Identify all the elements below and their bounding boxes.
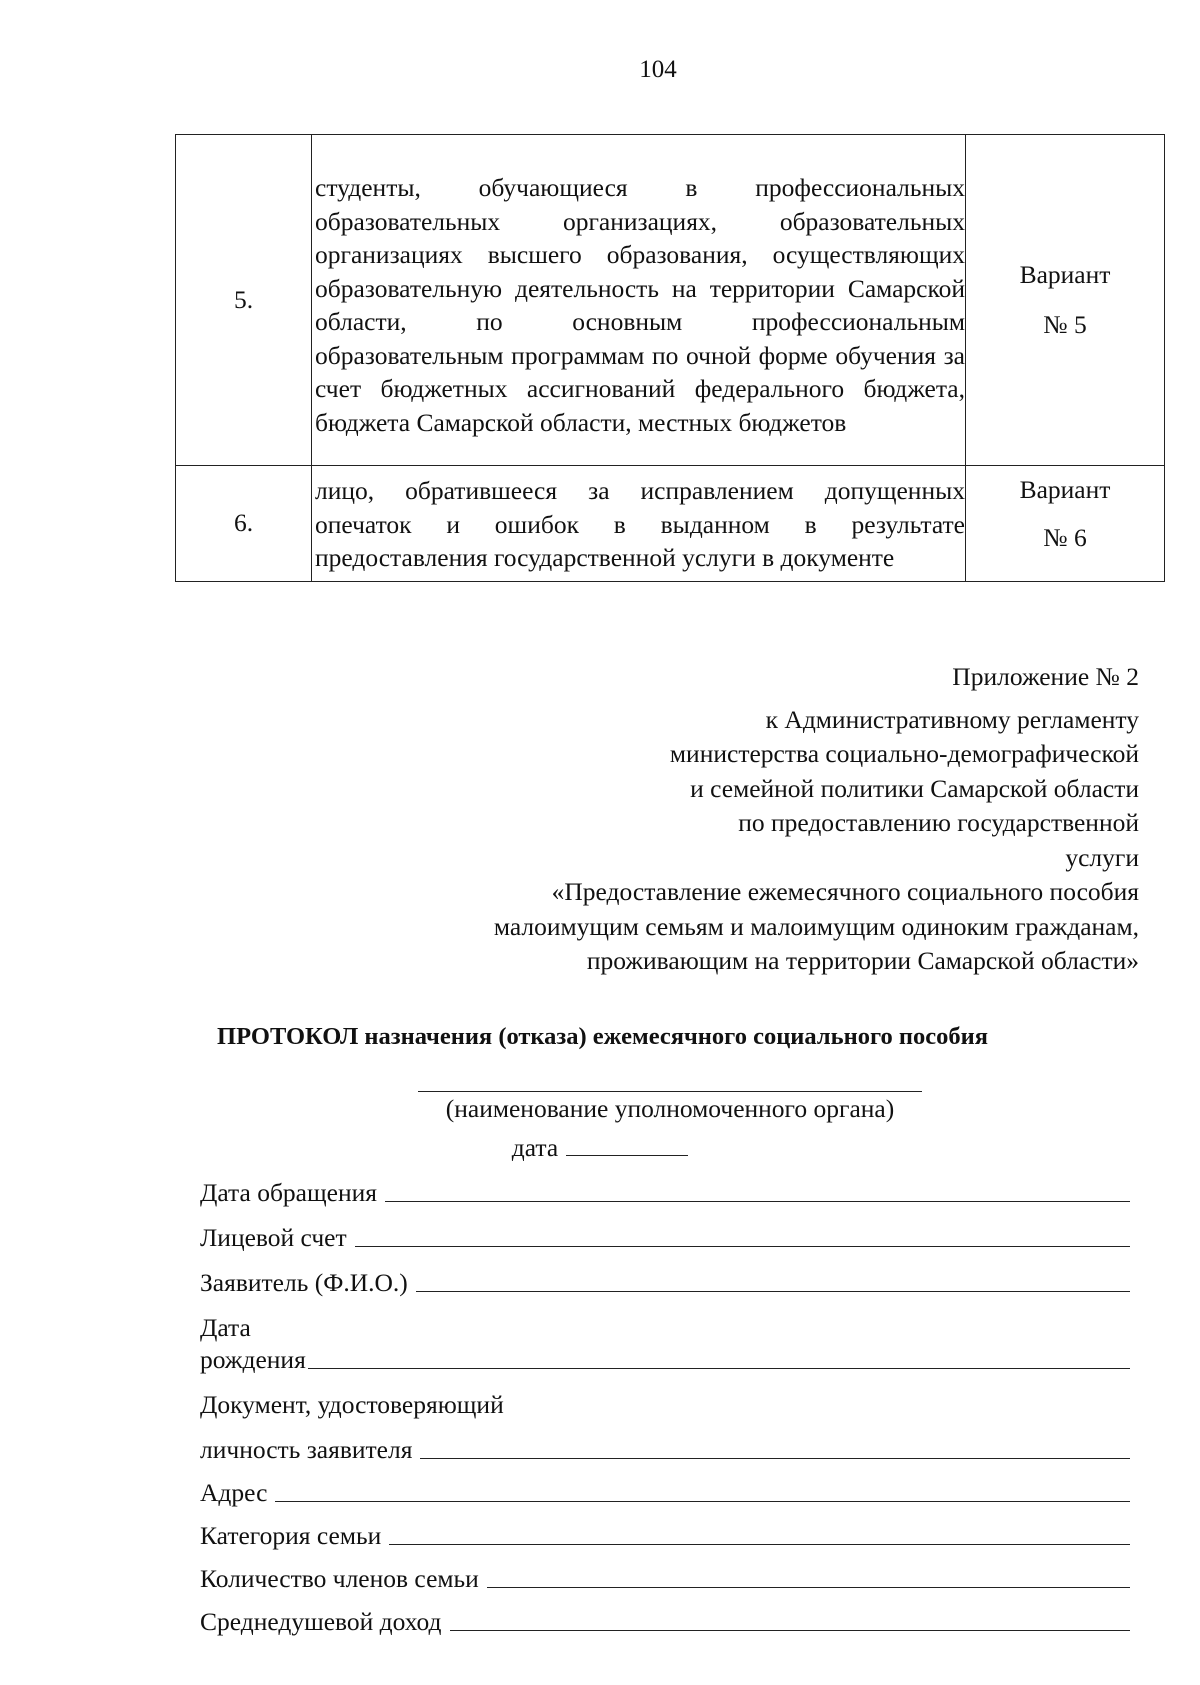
fill-line: [389, 1544, 1130, 1545]
fill-line: [487, 1587, 1130, 1588]
id-document-label-line1: Документ, удостоверяющий: [200, 1390, 504, 1419]
page-number: 104: [639, 56, 677, 83]
variant-label: Вариант: [1019, 475, 1111, 504]
date-label: дата: [511, 1133, 559, 1162]
variants-table: [175, 134, 1165, 582]
table-row: [176, 135, 1165, 466]
field-label: Среднедушевой доход: [200, 1607, 442, 1636]
protocol-title: ПРОТОКОЛ назначения (отказа) ежемесячного социального пособия: [217, 1023, 988, 1050]
appendix-line: малоимущим семьям и малоимущим одиноким гражданам,: [493, 911, 1139, 941]
field-label: рождения: [200, 1345, 306, 1374]
variant-number: № 5: [1043, 310, 1087, 339]
id-document-field: [200, 1435, 1130, 1465]
appendix-line: к Административному регламенту: [765, 704, 1139, 734]
row-variant: [966, 135, 1165, 466]
appendix-line: министерства социально-демографической: [669, 739, 1139, 768]
birth-date-field: [200, 1345, 1130, 1375]
org-name-line: [418, 1091, 922, 1092]
field-label: Количество членов семьи: [200, 1564, 479, 1593]
field-label: Заявитель (Ф.И.О.): [200, 1268, 408, 1297]
field-label: личность заявителя: [200, 1435, 413, 1464]
fill-line: [308, 1368, 1130, 1369]
row-variant: [966, 466, 1165, 582]
field-label: Адрес: [200, 1478, 268, 1507]
protocol-date: [0, 1133, 1200, 1163]
applicant-field: [200, 1268, 1130, 1298]
variant-number: № 6: [1043, 523, 1087, 552]
date-blank: [566, 1137, 688, 1156]
average-income-field: [200, 1607, 1130, 1637]
fill-line: [355, 1246, 1130, 1247]
row-number: 6.: [176, 466, 312, 582]
appendix-line: проживающим на территории Самарской области»: [586, 946, 1139, 975]
appendix-line: услуги: [1065, 842, 1139, 872]
application-date-field: [200, 1178, 1130, 1208]
fill-line: [385, 1201, 1130, 1202]
fill-line: [275, 1501, 1130, 1502]
row-number: 5.: [176, 135, 312, 466]
field-label: Дата обращения: [200, 1178, 377, 1207]
family-members-field: [200, 1564, 1130, 1594]
family-category-field: [200, 1521, 1130, 1551]
variant-label: Вариант: [1019, 260, 1111, 289]
appendix-title: Приложение № 2: [952, 662, 1139, 691]
address-field: [200, 1478, 1130, 1508]
fill-line: [416, 1291, 1130, 1292]
birth-date-label-line1: Дата: [200, 1313, 251, 1342]
appendix-line: по предоставлению государственной: [738, 808, 1139, 837]
org-name-caption: (наименование уполномоченного органа): [445, 1094, 895, 1123]
row-description: студенты, обучающиеся в профессиональных образовательных организациях, образовательных организациях высшего образования, осуществляющих образовательную деятельность на территории Самарской области, по основным профессиональным образовательным программам по очной форме обучения за счет бюджетных ассигнований федерального бюджета, бюджета Самарской области, местных бюджетов: [312, 135, 966, 466]
fill-line: [450, 1630, 1130, 1631]
field-label: Лицевой счет: [200, 1223, 347, 1252]
row-description: лицо, обратившееся за исправлением допущенных опечаток и ошибок в выданном в результате предоставления государственной услуги в документе: [312, 466, 966, 582]
appendix-line: «Предоставление ежемесячного социального пособия: [551, 877, 1139, 906]
appendix-line: и семейной политики Самарской области: [690, 773, 1139, 803]
field-label: Категория семьи: [200, 1521, 382, 1550]
appendix-block: [379, 660, 1139, 979]
fill-line: [420, 1458, 1130, 1459]
table-row: [176, 466, 1165, 582]
personal-account-field: [200, 1223, 1130, 1253]
